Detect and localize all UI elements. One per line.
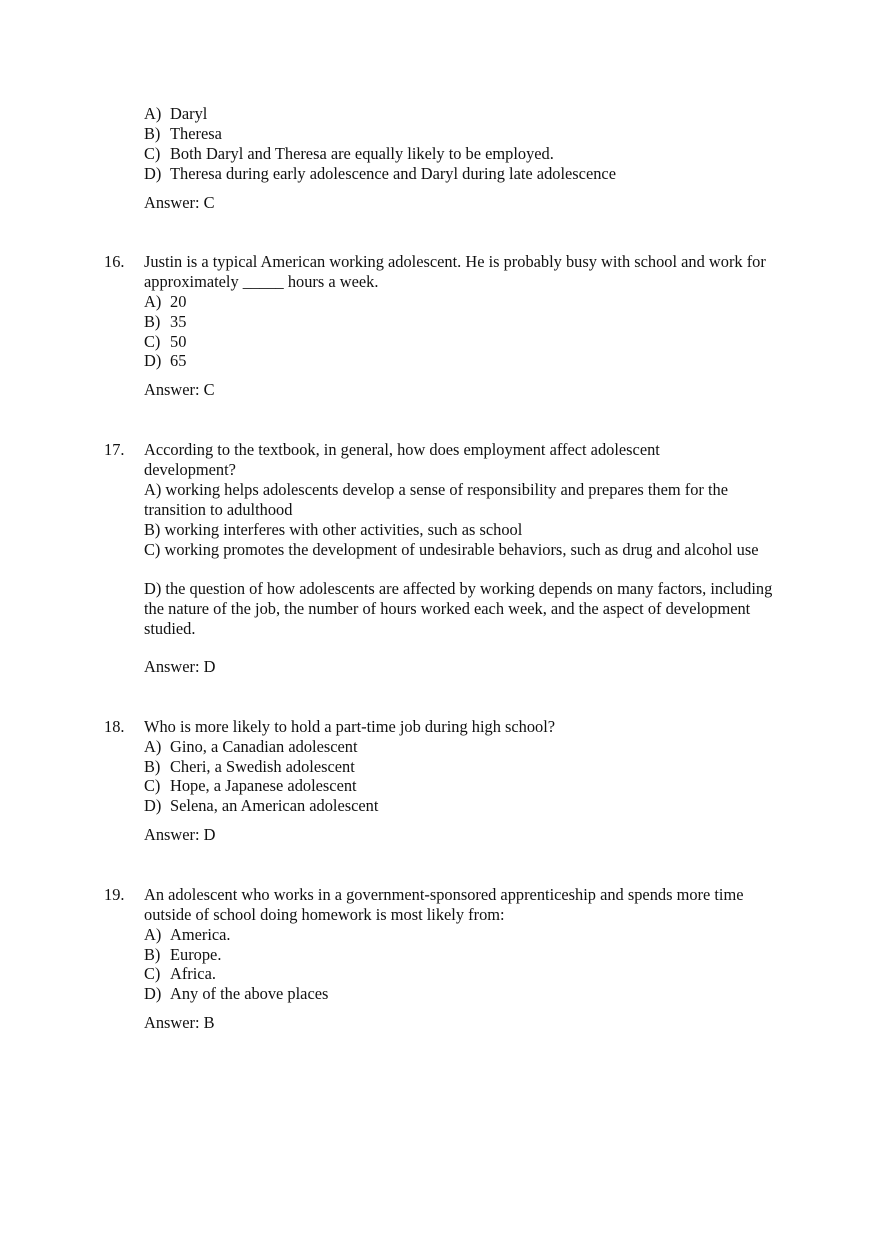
option-c: [144, 964, 216, 984]
question-number: 17.: [104, 440, 125, 459]
option-text: 50: [170, 332, 187, 351]
question-number: 18.: [104, 717, 125, 736]
option-text: Theresa during early adolescence and Daryl during late adolescence: [170, 164, 616, 183]
option-label: D): [144, 984, 162, 1003]
option-label: B): [144, 124, 161, 143]
option-label: C): [144, 144, 161, 163]
option-d: [144, 984, 328, 1004]
option-label: D): [144, 351, 162, 370]
option-b: [144, 757, 355, 777]
question-stem: An adolescent who works in a government-sponsored apprenticeship and spends more time outside of school doing homework is most likely from:: [144, 885, 744, 924]
answer-key: Answer: D: [144, 825, 216, 844]
option-c: [144, 144, 554, 164]
option-text: Daryl: [170, 104, 208, 123]
option-text: 20: [170, 292, 187, 311]
option-text: Both Daryl and Theresa are equally likely to be employed.: [170, 144, 554, 163]
option-text: 35: [170, 312, 187, 331]
option-a: [144, 292, 186, 312]
option-text: 65: [170, 351, 187, 370]
question-stem: Who is more likely to hold a part-time job during high school?: [144, 717, 556, 736]
option-a: [144, 104, 207, 124]
option-d: [144, 796, 378, 816]
option-c: C) working promotes the development of undesirable behaviors, such as drug and alcohol use: [144, 540, 759, 559]
option-a: A) working helps adolescents develop a sense of responsibility and prepares them for the transition to adulthood: [144, 480, 728, 519]
option-b: [144, 945, 221, 965]
option-b: [144, 124, 222, 144]
option-text: Gino, a Canadian adolescent: [170, 737, 358, 756]
option-text: Cheri, a Swedish adolescent: [170, 757, 355, 776]
option-label: A): [144, 925, 162, 944]
question-stem: Justin is a typical American working adolescent. He is probably busy with school and work for approximately _____ hours a week.: [144, 252, 766, 291]
option-a: [144, 737, 358, 757]
option-d: [144, 164, 616, 184]
answer-key: Answer: C: [144, 380, 215, 399]
option-label: A): [144, 104, 162, 123]
option-label: D): [144, 796, 162, 815]
option-d: [144, 351, 186, 371]
answer-key: Answer: B: [144, 1013, 215, 1032]
option-label: A): [144, 292, 162, 311]
question-stem: According to the textbook, in general, how does employment affect adolescent development?: [144, 440, 660, 479]
option-text: Europe.: [170, 945, 222, 964]
option-text: Hope, a Japanese adolescent: [170, 776, 357, 795]
option-label: A): [144, 737, 162, 756]
option-c: [144, 332, 186, 352]
option-d: D) the question of how adolescents are affected by working depends on many factors, including the nature of the job, the number of hours worked each week, and the aspect of development studied.: [144, 579, 773, 638]
option-label: C): [144, 964, 161, 983]
option-label: B): [144, 757, 161, 776]
question-number: 16.: [104, 252, 125, 271]
option-text: Any of the above places: [170, 984, 329, 1003]
option-label: C): [144, 332, 161, 351]
option-text: America.: [170, 925, 231, 944]
option-label: C): [144, 776, 161, 795]
question-number: 19.: [104, 885, 125, 904]
option-b: B) working interferes with other activities, such as school: [144, 520, 523, 539]
option-b: [144, 312, 186, 332]
option-c: [144, 776, 357, 796]
option-label: D): [144, 164, 162, 183]
option-text: Theresa: [170, 124, 222, 143]
option-label: B): [144, 312, 161, 331]
option-label: B): [144, 945, 161, 964]
option-a: [144, 925, 231, 945]
option-text: Selena, an American adolescent: [170, 796, 379, 815]
answer-key: Answer: C: [144, 193, 215, 212]
option-text: Africa.: [170, 964, 216, 983]
answer-key: Answer: D: [144, 657, 216, 676]
